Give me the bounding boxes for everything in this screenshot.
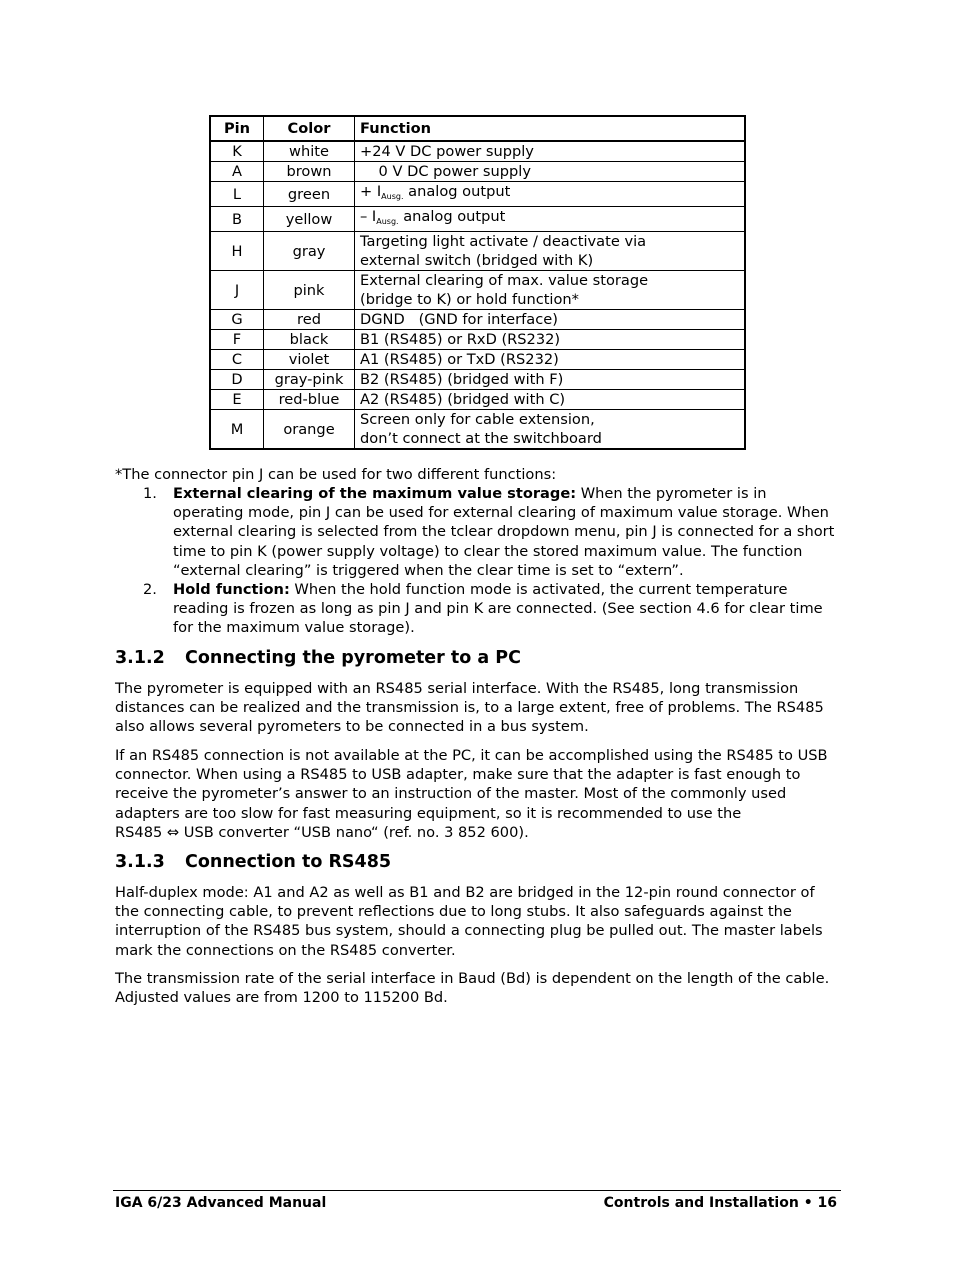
cell-pin: H [210, 232, 264, 271]
bullet-icon: • [803, 1195, 813, 1211]
table-row [210, 410, 745, 450]
cell-pin: C [210, 350, 264, 370]
footer-left: IGA 6/23 Advanced Manual [115, 1195, 327, 1211]
cell-function [355, 390, 746, 410]
function-subscript: Ausg. [376, 217, 399, 226]
table-row [210, 330, 745, 350]
section-title: Connection to RS485 [185, 852, 392, 872]
function-line: 0 V DC power supply [360, 163, 531, 180]
function-line: Targeting light activate / deactivate via [360, 233, 647, 250]
cell-function [355, 310, 746, 330]
paragraph-text: USB converter “USB nano“ (ref. no. 3 852 600). [179, 823, 529, 841]
cell-function [355, 141, 746, 162]
function-line: +24 V DC power supply [360, 143, 534, 160]
function-line: external switch (bridged with K) [360, 252, 594, 269]
cell-color: red [264, 310, 355, 330]
cell-color: yellow [264, 207, 355, 232]
function-line: A1 (RS485) or TxD (RS232) [360, 351, 559, 368]
footer-divider [113, 1190, 841, 1191]
cell-function [355, 330, 746, 350]
cell-function [355, 182, 746, 207]
function-subscript: Ausg. [381, 192, 404, 201]
list-text: When the hold function mode is activated, the current temperature reading is frozen as long as pin J and pin K are connected. (See section 4.6 for clear time for the maximum value storage). [173, 581, 823, 637]
pin-j-note: *The connector pin J can be used for two different functions: [115, 466, 557, 483]
cell-pin: B [210, 207, 264, 232]
table-row [210, 162, 745, 182]
cell-color: white [264, 141, 355, 162]
header-pin: Pin [210, 116, 264, 141]
table-body [210, 141, 745, 449]
double-arrow-icon: ⇔ [166, 823, 180, 841]
list-title: Hold function: [173, 581, 290, 598]
function-line: External clearing of max. value storage [360, 272, 649, 289]
table-row [210, 182, 745, 207]
footer-right [604, 1194, 837, 1212]
cell-pin: A [210, 162, 264, 182]
function-line: DGND (GND for interface) [360, 311, 558, 328]
table-row [210, 232, 745, 271]
header-function: Function [355, 116, 746, 141]
cell-color: gray-pink [264, 370, 355, 390]
cell-function [355, 232, 746, 271]
cell-pin: G [210, 310, 264, 330]
list-body [173, 580, 840, 638]
paragraph-text: RS485 [115, 823, 167, 841]
table-row [210, 350, 745, 370]
cell-color: green [264, 182, 355, 207]
section-number: 3.1.3 [115, 852, 165, 872]
table-row [210, 141, 745, 162]
table-row [210, 271, 745, 310]
section-heading-3-1-2 [115, 647, 521, 669]
cell-color: black [264, 330, 355, 350]
cell-function [355, 271, 746, 310]
cell-color: gray [264, 232, 355, 271]
cell-function [355, 370, 746, 390]
section-title: Connecting the pyrometer to a PC [185, 648, 521, 668]
cell-pin: F [210, 330, 264, 350]
table-row [210, 370, 745, 390]
function-line [360, 207, 739, 231]
function-text: analog output [398, 208, 506, 225]
cell-color: violet [264, 350, 355, 370]
list-number: 2. [143, 581, 157, 598]
cell-color: brown [264, 162, 355, 182]
table-row [210, 390, 745, 410]
cell-color: orange [264, 410, 355, 450]
cell-function [355, 207, 746, 232]
list-item [115, 484, 840, 580]
cell-color: pink [264, 271, 355, 310]
paragraph: Half-duplex mode: A1 and A2 as well as B1 and B2 are bridged in the 12-pin round connector of the connecting cable, to prevent reflections due to long stubs. It also safeguards against the interruption of the RS485 bus system, should a connecting plug be pulled out. The master labels mark the connections on the RS485 converter. [115, 884, 823, 959]
table-header-row [210, 116, 745, 141]
function-line [360, 182, 739, 206]
cell-function [355, 162, 746, 182]
section-number: 3.1.2 [115, 648, 165, 668]
cell-pin: E [210, 390, 264, 410]
cell-pin: D [210, 370, 264, 390]
footer-section: Controls and Installation [603, 1195, 799, 1211]
page-number: 16 [817, 1195, 837, 1211]
paragraph-text: If an RS485 connection is not available at the PC, it can be accomplished using the RS485 to USB connector. When using a RS485 to USB adapter, make sure that the adapter is fast enough to receive the pyrometer’s answer to an instruction of the master. Most of the commonly used adapters are too slow for fast measuring equipment, so it is recommended to use the [115, 747, 828, 822]
function-line: B1 (RS485) or RxD (RS232) [360, 331, 561, 348]
table-row [210, 310, 745, 330]
cell-pin: J [210, 271, 264, 310]
list-title: External clearing of the maximum value storage: [173, 485, 577, 502]
list-number: 1. [143, 485, 157, 502]
section-heading-3-1-3 [115, 851, 391, 873]
cell-pin: M [210, 410, 264, 450]
function-line: (bridge to K) or hold function* [360, 291, 579, 308]
list-body [173, 484, 840, 580]
function-text: + I [360, 183, 382, 200]
cell-color: red-blue [264, 390, 355, 410]
function-line: don’t connect at the switchboard [360, 430, 602, 447]
list-text: When the pyrometer is in operating mode, pin J can be used for external clearing of maximum value storage. When external clearing is selected from the tclear dropdown menu, pin J is connected for a short time to pin K (power supply voltage) to clear the stored maximum value. The function “external clearing” is triggered when the clear time is set to “extern”. [173, 485, 835, 579]
list-item [115, 580, 840, 638]
pin-assignment-table [209, 115, 746, 450]
function-line: Screen only for cable extension, [360, 411, 595, 428]
cell-pin: L [210, 182, 264, 207]
header-color: Color [264, 116, 355, 141]
function-line: A2 (RS485) (bridged with C) [360, 391, 566, 408]
paragraph: The transmission rate of the serial interface in Baud (Bd) is dependent on the length of the cable. Adjusted values are from 1200 to 115200 Bd. [115, 970, 830, 1007]
paragraph [115, 746, 840, 842]
cell-pin: K [210, 141, 264, 162]
cell-function [355, 350, 746, 370]
function-text: analog output [403, 183, 511, 200]
table-row [210, 207, 745, 232]
cell-function [355, 410, 746, 450]
paragraph: The pyrometer is equipped with an RS485 serial interface. With the RS485, long transmission distances can be realized and the transmission is, to a large extent, free of problems. The RS485 also allows several pyrometers to be connected in a bus system. [115, 680, 824, 736]
function-line: B2 (RS485) (bridged with F) [360, 371, 564, 388]
function-text: – I [360, 208, 377, 225]
